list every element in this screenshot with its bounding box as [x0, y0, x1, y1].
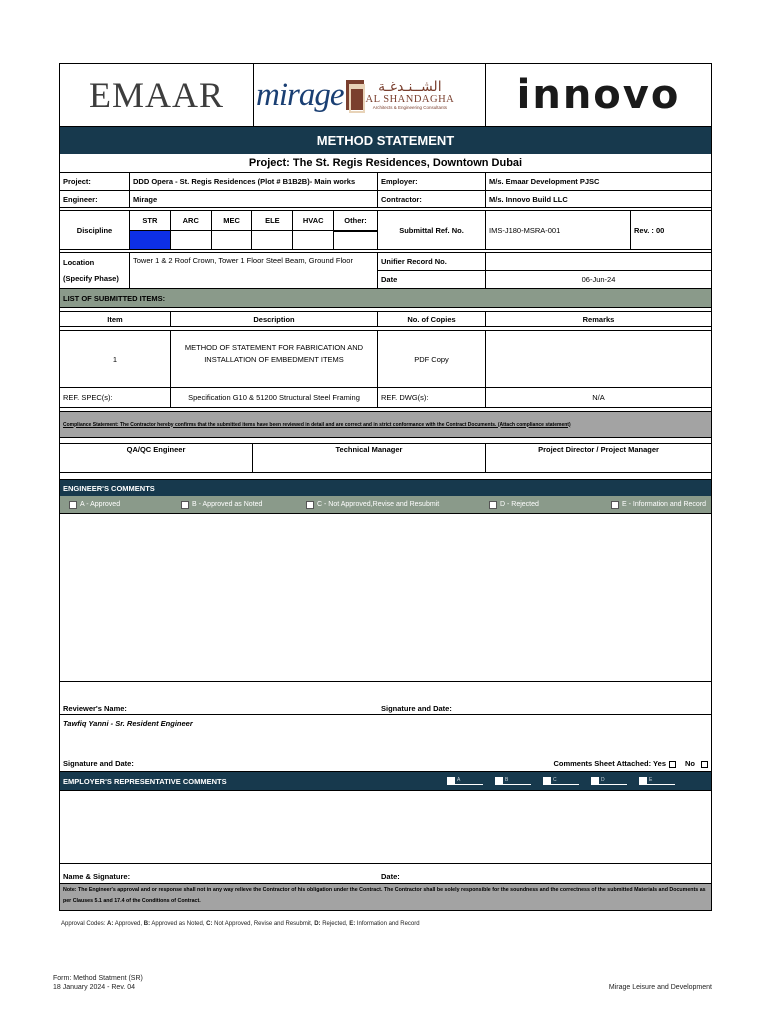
submittal-ref-value: IMS-J180-MSRA-001	[486, 211, 631, 249]
col-copies: No. of Copies	[378, 312, 486, 326]
discipline-other: Other:	[334, 211, 377, 231]
logo-row	[60, 64, 711, 127]
submittal-ref-label: Submittal Ref. No.	[378, 211, 486, 249]
mec-checkbox[interactable]	[212, 231, 253, 249]
checkbox-icon[interactable]	[447, 777, 455, 785]
contractor-value: M/s. Innovo Build LLC	[489, 194, 568, 204]
yes-checkbox[interactable]	[669, 761, 676, 768]
employer-option-c[interactable]: C	[543, 777, 579, 785]
option-not-approved[interactable]: C - Not Approved,Revise and Resubmit	[306, 501, 439, 509]
ref-spec-label: REF. SPEC(s):	[60, 388, 171, 407]
signature-date-label: Signature and Date:	[63, 759, 134, 768]
checkbox-icon[interactable]	[69, 501, 77, 509]
form-footer	[53, 974, 143, 992]
project-line: Project: The St. Regis Residences, Downtown Dubai	[248, 157, 523, 169]
employer-option-d[interactable]: D	[591, 777, 627, 785]
form-name: Form: Method Statment (SR)	[53, 975, 143, 982]
reviewers-name-label: Reviewer's Name:	[63, 704, 127, 713]
project-value: DDD Opera - St. Regis Residences (Plot # B1B2B)- Main works	[130, 173, 378, 190]
employer-comments-header: EMPLOYER'S REPRESENTATIVE COMMENTS	[63, 776, 227, 786]
location-label: Location (Specify Phase)	[60, 253, 130, 288]
other-field[interactable]	[334, 231, 377, 249]
engineers-comments-header: ENGINEER'S COMMENTS	[60, 480, 711, 496]
reviewer-name: Tawfiq Yanni - Sr. Resident Engineer	[63, 718, 193, 728]
project-label: Project:	[60, 173, 130, 190]
checkbox-icon[interactable]	[306, 501, 314, 509]
engineer-signature-date-label: Signature and Date:	[381, 704, 452, 713]
compliance-statement: Compliance Statement: The Contractor hereby confirms that the submitted items have been reviewed in detail and are correct and in strict conformance with the Contract Documents. (Attach compliance statement)	[63, 421, 571, 428]
form-date: 18 January 2024 - Rev. 04	[53, 984, 135, 991]
discipline-str: STR	[130, 211, 171, 231]
emaar-logo: EMAAR	[60, 64, 254, 126]
method-statement-form	[59, 63, 712, 911]
unifier-label: Unifier Record No.	[378, 253, 485, 271]
mirage-logo: mirage	[256, 76, 344, 113]
shandagha-english: AL SHANDAGHA	[365, 93, 455, 105]
shandagha-logo	[346, 80, 455, 111]
discipline-ele: ELE	[252, 211, 293, 231]
engineer-label: Engineer:	[60, 191, 130, 207]
shandagha-arabic: الشــنـدغـة	[378, 78, 442, 95]
qa-qc-engineer: QA/QC Engineer	[60, 444, 253, 472]
no-label: No	[685, 759, 695, 768]
ref-dwg-value: N/A	[592, 393, 605, 402]
item-number: 1	[60, 331, 171, 387]
item-description: METHOD OF STATEMENT FOR FABRICATION AND INSTALLATION OF EMBEDMENT ITEMS	[171, 331, 378, 387]
page-title: METHOD STATEMENT	[60, 127, 711, 154]
submitted-items-header: LIST OF SUBMITTED ITEMS:	[60, 289, 711, 307]
checkbox-icon[interactable]	[181, 501, 189, 509]
engineer-value: Mirage	[130, 191, 378, 207]
mirage-shandagha-logo	[254, 64, 486, 126]
technical-manager: Technical Manager	[253, 444, 486, 472]
checkbox-icon[interactable]	[489, 501, 497, 509]
checkbox-icon[interactable]	[639, 777, 647, 785]
option-information-record[interactable]: E - Information and Record	[611, 501, 706, 509]
discipline-label: Discipline	[60, 211, 130, 249]
engineer-comments-area[interactable]	[60, 514, 711, 682]
checkbox-icon[interactable]	[591, 777, 599, 785]
no-checkbox[interactable]	[701, 761, 708, 768]
location-value: Tower 1 & 2 Roof Crown, Tower 1 Floor Steel Beam, Ground Floor	[130, 253, 378, 288]
employer-comments-area[interactable]	[60, 791, 711, 864]
employer-approval-boxes	[435, 772, 675, 790]
employer-option-e[interactable]: E	[639, 777, 675, 785]
contractor-label: Contractor:	[378, 191, 486, 207]
str-checkbox[interactable]	[130, 231, 171, 249]
employer-option-b[interactable]: B	[495, 777, 531, 785]
shandagha-emblem-icon	[346, 80, 364, 110]
company-name: Mirage Leisure and Development	[608, 984, 712, 991]
comments-sheet-label: Comments Sheet Attached: Yes	[553, 759, 666, 768]
option-approved[interactable]: A - Approved	[69, 501, 120, 509]
discipline-arc: ARC	[171, 211, 212, 231]
option-rejected[interactable]: D - Rejected	[489, 501, 539, 509]
employer-label: Employer:	[378, 173, 486, 190]
rev-value: Rev. : 00	[634, 225, 665, 235]
innovo-logo: innovo	[516, 72, 681, 118]
discipline-hvac: HVAC	[293, 211, 334, 231]
approval-codes: Approval Codes: A: Approved, B: Approved as Noted, C: Not Approved, Revise and Resubmit, D: Rejected, E: Information and Record	[61, 921, 420, 927]
checkbox-icon[interactable]	[495, 777, 503, 785]
shandagha-subtitle: Architects & Engineering Consultants	[372, 104, 448, 110]
date-label: Date	[381, 275, 398, 284]
unifier-value	[486, 253, 711, 271]
legal-note: Note: The Engineer's approval and or response shall not in any way relieve the Contractor of his obligation under the Contract. The Contractor shall be solely responsible for the soundness and the correctness of the submitted Materials and Documents as per Clauses 5.1 and 17.4 of the Conditions of Contract.	[63, 887, 706, 904]
employer-date-label: Date:	[381, 872, 400, 881]
hvac-checkbox[interactable]	[293, 231, 334, 249]
checkbox-icon[interactable]	[611, 501, 619, 509]
discipline-mec: MEC	[212, 211, 253, 231]
ele-checkbox[interactable]	[252, 231, 293, 249]
col-item: Item	[60, 312, 171, 326]
table-row	[60, 331, 711, 388]
project-director: Project Director / Project Manager	[538, 445, 659, 454]
approval-options	[60, 496, 711, 514]
ref-dwg-label: REF. DWG(s):	[378, 388, 486, 407]
option-approved-as-noted[interactable]: B - Approved as Noted	[181, 501, 262, 509]
col-description: Description	[171, 312, 378, 326]
employer-option-a[interactable]: A	[447, 777, 483, 785]
date-value: 06-Jun-24	[581, 275, 616, 284]
name-signature-label: Name & Signature:	[63, 872, 131, 881]
item-remarks	[486, 331, 711, 387]
arc-checkbox[interactable]	[171, 231, 212, 249]
employer-value: M/s. Emaar Development PJSC	[489, 177, 600, 186]
ref-spec-value: Specification G10 & 51200 Structural Steel Framing	[171, 388, 378, 407]
checkbox-icon[interactable]	[543, 777, 551, 785]
item-copies: PDF Copy	[378, 331, 486, 387]
discipline-grid	[130, 211, 378, 249]
col-remarks: Remarks	[582, 314, 615, 324]
